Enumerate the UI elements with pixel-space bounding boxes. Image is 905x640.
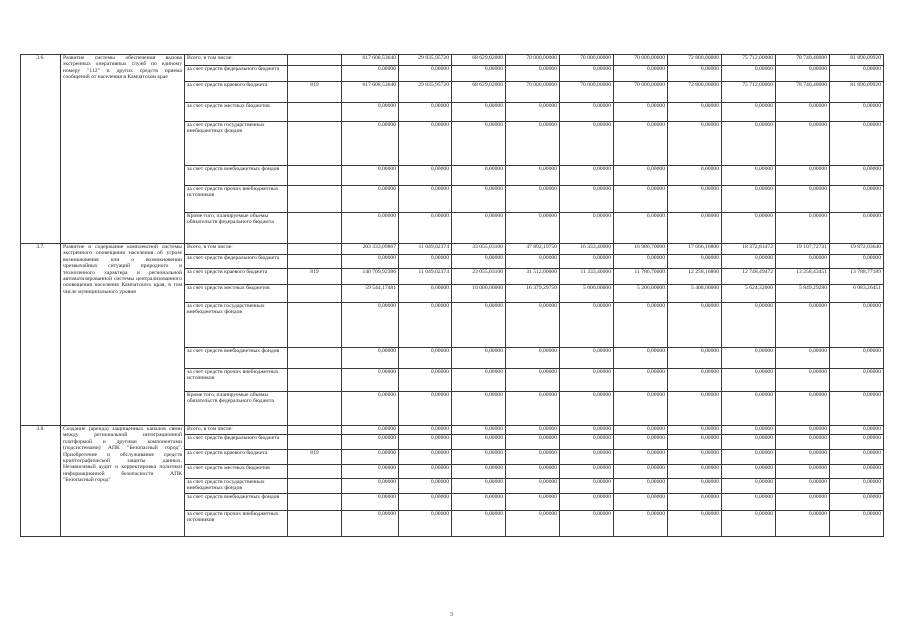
amount-cell: 0,00000 [614,426,668,435]
amount-cell: 0,00000 [614,103,668,122]
amount-cell: 0,00000 [776,166,830,186]
amount-cell: 0,00000 [399,479,452,494]
budget-code: 819 [288,82,342,103]
amount-cell: 0,00000 [399,213,452,244]
amount-cell: 0,00000 [722,479,776,494]
funding-source-label: за счет средств краевого бюджета [185,82,288,103]
row-index: 3.6. [21,55,61,244]
amount-cell: 16 986,70000 [614,244,668,255]
amount-cell: 0,00000 [560,494,614,511]
amount-cell: 0,00000 [776,369,830,392]
budget-code [288,426,342,435]
amount-cell: 0,00000 [399,465,452,479]
amount-cell: 0,00000 [560,426,614,435]
amount-cell: 0,00000 [776,426,830,435]
amount-cell: 70 000,00000 [560,82,614,103]
amount-cell: 78 740,48000 [776,55,830,66]
amount-cell: 0,00000 [452,426,506,435]
amount-cell: 0,00000 [560,186,614,213]
funding-source-label: за счет средств федерального бюджета [185,66,288,82]
amount-cell: 0,00000 [722,122,776,166]
amount-cell: 0,00000 [722,435,776,450]
amount-cell: 0,00000 [668,303,722,348]
amount-cell: 0,00000 [668,465,722,479]
amount-cell: 0,00000 [342,392,399,426]
amount-cell: 0,00000 [614,348,668,369]
amount-cell: 5 000,00000 [560,285,614,303]
amount-cell: 0,00000 [614,213,668,244]
amount-cell: 16 333,40000 [560,244,614,255]
amount-cell: 70 000,00000 [614,55,668,66]
amount-cell: 0,00000 [668,426,722,435]
amount-cell: 0,00000 [506,450,560,465]
amount-cell: 0,00000 [668,66,722,82]
measure-name: Развитие системы обеспечения вызова экстренных оперативных служб по единому номеру "112" и других средств приема сообщений от населения в Камчатском крае [61,55,185,244]
amount-cell: 0,00000 [399,255,452,269]
amount-cell: 13 788,77189 [830,269,884,285]
amount-cell: 0,00000 [342,369,399,392]
amount-cell: 0,00000 [506,348,560,369]
funding-source-label: за счет средств федерального бюджета [185,255,288,269]
amount-cell: 0,00000 [614,166,668,186]
amount-cell: 0,00000 [722,66,776,82]
amount-cell: 0,00000 [668,479,722,494]
amount-cell: 0,00000 [560,166,614,186]
amount-cell: 0,00000 [560,435,614,450]
amount-cell: 203 333,09867 [342,244,399,255]
amount-cell: 0,00000 [506,479,560,494]
budget-code [288,55,342,66]
amount-cell: 0,00000 [506,213,560,244]
amount-cell: 0,00000 [776,450,830,465]
amount-cell: 0,00000 [614,511,668,537]
amount-cell: 0,00000 [776,465,830,479]
amount-cell: 0,00000 [668,450,722,465]
amount-cell: 33 055,03100 [452,244,506,255]
amount-cell: 0,00000 [452,392,506,426]
amount-cell: 18 372,81472 [722,244,776,255]
amount-cell: 0,00000 [668,348,722,369]
amount-cell: 0,00000 [722,166,776,186]
amount-cell: 0,00000 [560,479,614,494]
amount-cell: 0,00000 [722,511,776,537]
amount-cell: 0,00000 [342,348,399,369]
amount-cell: 617 608,53640 [342,55,399,66]
amount-cell: 0,00000 [614,465,668,479]
amount-cell: 0,00000 [399,369,452,392]
amount-cell: 0,00000 [342,511,399,537]
amount-cell: 70 000,00000 [560,55,614,66]
amount-cell: 0,00000 [342,186,399,213]
amount-cell: 0,00000 [776,122,830,166]
amount-cell: 0,00000 [668,213,722,244]
amount-cell: 0,00000 [668,166,722,186]
amount-cell: 31 512,00000 [506,269,560,285]
amount-cell: 0,00000 [668,122,722,166]
amount-cell: 16 379,29750 [506,285,560,303]
amount-cell: 0,00000 [560,66,614,82]
amount-cell: 0,00000 [776,479,830,494]
amount-cell: 0,00000 [614,450,668,465]
amount-cell: 0,00000 [668,511,722,537]
table-row [21,244,884,255]
amount-cell: 0,00000 [722,255,776,269]
amount-cell: 0,00000 [399,166,452,186]
amount-cell: 0,00000 [452,122,506,166]
amount-cell: 12 258,16800 [668,269,722,285]
budget-code: 819 [288,450,342,465]
funding-source-label: Всего, в том числе: [185,244,288,255]
amount-cell: 0,00000 [560,303,614,348]
amount-cell: 29 835,95720 [399,82,452,103]
amount-cell: 0,00000 [342,465,399,479]
budget-code [288,392,342,426]
amount-cell: 0,00000 [560,103,614,122]
funding-source-label: за счет средств краевого бюджета [185,450,288,465]
amount-cell: 0,00000 [830,426,884,435]
amount-cell: 0,00000 [506,435,560,450]
amount-cell: 0,00000 [452,303,506,348]
amount-cell: 0,00000 [560,255,614,269]
amount-cell: 70 000,00000 [506,55,560,66]
budget-code [288,66,342,82]
amount-cell: 0,00000 [399,66,452,82]
amount-cell: 0,00000 [722,303,776,348]
amount-cell: 0,00000 [830,494,884,511]
budget-code [288,255,342,269]
funding-source-label: Кроме того, планируемые объемы обязательств федерального бюджета [185,392,288,426]
amount-cell: 0,00000 [506,103,560,122]
amount-cell: 0,00000 [722,494,776,511]
amount-cell: 0,00000 [342,479,399,494]
amount-cell: 0,00000 [342,494,399,511]
amount-cell: 0,00000 [342,426,399,435]
budget-code [288,213,342,244]
amount-cell: 72 800,00000 [668,82,722,103]
amount-cell: 68 629,02000 [452,82,506,103]
amount-cell: 0,00000 [776,494,830,511]
amount-cell: 11 786,70000 [614,269,668,285]
amount-cell: 10 000,00000 [452,285,506,303]
amount-cell: 0,00000 [614,303,668,348]
amount-cell: 0,00000 [830,166,884,186]
amount-cell: 0,00000 [830,450,884,465]
budget-code [288,348,342,369]
amount-cell: 0,00000 [342,213,399,244]
amount-cell: 0,00000 [722,426,776,435]
amount-cell: 0,00000 [506,303,560,348]
amount-cell: 72 800,00000 [668,55,722,66]
amount-cell: 0,00000 [776,435,830,450]
amount-cell: 0,00000 [776,511,830,537]
budget-table-body [21,55,884,537]
amount-cell: 0,00000 [452,369,506,392]
amount-cell: 0,00000 [506,369,560,392]
amount-cell: 0,00000 [668,255,722,269]
amount-cell: 0,00000 [506,186,560,213]
amount-cell: 70 000,00000 [506,82,560,103]
budget-code [288,435,342,450]
amount-cell: 0,00000 [452,255,506,269]
amount-cell: 5 849,29280 [776,285,830,303]
amount-cell: 0,00000 [399,494,452,511]
amount-cell: 0,00000 [776,186,830,213]
funding-source-label: за счет средств прочих внебюджетных источников [185,186,288,213]
amount-cell: 70 000,00000 [614,82,668,103]
amount-cell: 0,00000 [399,511,452,537]
funding-source-label: за счет средств внебюджетных фондов [185,166,288,186]
budget-code [288,465,342,479]
amount-cell: 12 748,49472 [722,269,776,285]
amount-cell: 0,00000 [560,348,614,369]
amount-cell: 0,00000 [452,511,506,537]
page-number: 3 [450,612,453,618]
budget-code [288,303,342,348]
budget-table-container [20,54,884,537]
amount-cell: 0,00000 [452,465,506,479]
amount-cell: 0,00000 [506,465,560,479]
amount-cell: 0,00000 [452,494,506,511]
amount-cell: 0,00000 [776,348,830,369]
amount-cell: 0,00000 [830,103,884,122]
amount-cell: 0,00000 [668,186,722,213]
amount-cell: 0,00000 [722,186,776,213]
amount-cell: 13 258,43451 [776,269,830,285]
amount-cell: 0,00000 [668,103,722,122]
budget-code [288,244,342,255]
amount-cell: 0,00000 [614,435,668,450]
funding-source-label: Кроме того, планируемые объемы обязательств федерального бюджета [185,213,288,244]
amount-cell: 0,00000 [560,213,614,244]
amount-cell: 47 892,19750 [506,244,560,255]
amount-cell: 59 544,17481 [342,285,399,303]
amount-cell: 0,00000 [506,255,560,269]
amount-cell: 0,00000 [776,303,830,348]
amount-cell: 0,00000 [506,426,560,435]
budget-code [288,369,342,392]
amount-cell: 0,00000 [830,465,884,479]
funding-source-label: за счет средств прочих внебюджетных источников [185,369,288,392]
amount-cell: 0,00000 [399,426,452,435]
amount-cell: 0,00000 [722,103,776,122]
amount-cell: 0,00000 [506,392,560,426]
amount-cell: 81 890,09920 [830,55,884,66]
amount-cell: 0,00000 [776,213,830,244]
budget-code [288,285,342,303]
amount-cell: 0,00000 [614,66,668,82]
amount-cell: 68 629,02000 [452,55,506,66]
amount-cell: 0,00000 [399,122,452,166]
amount-cell: 0,00000 [506,511,560,537]
amount-cell: 19 107,72731 [776,244,830,255]
funding-source-label: за счет средств краевого бюджета [185,269,288,285]
funding-source-label: за счет средств местных бюджетов [185,103,288,122]
amount-cell: 0,00000 [452,66,506,82]
budget-code [288,494,342,511]
funding-source-label: за счет средств государственных внебюджетных фондов [185,122,288,166]
budget-code: 819 [288,269,342,285]
amount-cell: 0,00000 [342,450,399,465]
amount-cell: 0,00000 [452,450,506,465]
amount-cell: 0,00000 [452,213,506,244]
amount-cell: 0,00000 [830,392,884,426]
amount-cell: 0,00000 [399,348,452,369]
amount-cell: 0,00000 [399,450,452,465]
amount-cell: 0,00000 [614,122,668,166]
budget-code [288,479,342,494]
amount-cell: 0,00000 [342,303,399,348]
amount-cell: 0,00000 [830,122,884,166]
amount-cell: 0,00000 [342,255,399,269]
amount-cell: 0,00000 [614,186,668,213]
table-row [21,426,884,435]
amount-cell: 0,00000 [399,186,452,213]
budget-code [288,511,342,537]
amount-cell: 0,00000 [399,285,452,303]
amount-cell: 0,00000 [452,186,506,213]
amount-cell: 23 055,03100 [452,269,506,285]
amount-cell: 6 083,26451 [830,285,884,303]
funding-source-label: Всего, в том числе: [185,55,288,66]
amount-cell: 0,00000 [830,348,884,369]
amount-cell: 0,00000 [830,66,884,82]
amount-cell: 0,00000 [506,66,560,82]
funding-source-label: за счет средств местных бюджетов [185,465,288,479]
amount-cell: 0,00000 [668,392,722,426]
funding-source-label: за счет средств внебюджетных фондов [185,348,288,369]
amount-cell: 81 890,09920 [830,82,884,103]
amount-cell: 0,00000 [614,494,668,511]
amount-cell: 0,00000 [342,103,399,122]
amount-cell: 0,00000 [560,465,614,479]
funding-source-label: за счет средств федерального бюджета [185,435,288,450]
amount-cell: 617 608,53640 [342,82,399,103]
budget-code [288,122,342,166]
amount-cell: 0,00000 [830,213,884,244]
amount-cell: 0,00000 [342,122,399,166]
amount-cell: 0,00000 [452,103,506,122]
amount-cell: 0,00000 [668,494,722,511]
funding-source-label: за счет средств государственных внебюджетных фондов [185,303,288,348]
amount-cell: 0,00000 [452,166,506,186]
amount-cell: 0,00000 [506,166,560,186]
amount-cell: 0,00000 [722,465,776,479]
amount-cell: 5 408,00000 [668,285,722,303]
amount-cell: 0,00000 [399,435,452,450]
amount-cell: 0,00000 [830,255,884,269]
funding-source-label: за счет средств прочих внебюджетных источников [185,511,288,537]
row-index: 3.7. [21,244,61,426]
amount-cell: 0,00000 [830,511,884,537]
amount-cell: 0,00000 [614,479,668,494]
budget-code [288,166,342,186]
row-index: 3.8. [21,426,61,537]
amount-cell: 0,00000 [830,186,884,213]
amount-cell: 0,00000 [830,369,884,392]
amount-cell: 11 049,02374 [399,244,452,255]
amount-cell: 19 872,03640 [830,244,884,255]
amount-cell: 0,00000 [722,450,776,465]
amount-cell: 0,00000 [506,494,560,511]
amount-cell: 75 712,00000 [722,55,776,66]
amount-cell: 0,00000 [560,511,614,537]
funding-source-label: за счет средств внебюджетных фондов [185,494,288,511]
amount-cell: 0,00000 [560,392,614,426]
amount-cell: 0,00000 [560,369,614,392]
amount-cell: 5 200,00000 [614,285,668,303]
funding-source-label: за счет средств государственных внебюджетных фондов [185,479,288,494]
amount-cell: 0,00000 [399,392,452,426]
budget-code [288,186,342,213]
amount-cell: 0,00000 [668,435,722,450]
amount-cell: 29 835,95720 [399,55,452,66]
measure-name: Создание (аренда) защищенных каналов связи между региональной интеграционной платформой и другими компонентами (подсистемами) АПК "Безопасный город". Приобретение и обслуживание средств криптографической защиты данных. Независимый аудит и корректировка политики информационной безопасности АПК "Безопасный город" [61,426,185,537]
amount-cell: 0,00000 [342,66,399,82]
amount-cell: 0,00000 [776,66,830,82]
amount-cell: 0,00000 [614,369,668,392]
amount-cell: 11 333,40000 [560,269,614,285]
funding-source-label: за счет средств местных бюджетов [185,285,288,303]
amount-cell: 0,00000 [452,479,506,494]
amount-cell: 0,00000 [722,213,776,244]
amount-cell: 0,00000 [506,122,560,166]
amount-cell: 75 712,00000 [722,82,776,103]
amount-cell: 0,00000 [342,166,399,186]
table-row [21,55,884,66]
amount-cell: 0,00000 [668,369,722,392]
amount-cell: 17 666,16800 [668,244,722,255]
amount-cell: 0,00000 [614,392,668,426]
amount-cell: 0,00000 [560,450,614,465]
amount-cell: 0,00000 [830,479,884,494]
amount-cell: 5 624,32000 [722,285,776,303]
budget-code [288,103,342,122]
amount-cell: 0,00000 [776,255,830,269]
measure-name: Развитие и содержание комплексной системы экстренного оповещения населения об угрозе возникновения или о возникновении чрезвычайных ситуаций природного и техногенного характера и региональной автоматизированной системы централизованного оповещения населения Камчатского края, в том числе муниципального уровня [61,244,185,426]
budget-table [20,54,884,537]
amount-cell: 140 709,92386 [342,269,399,285]
amount-cell: 0,00000 [399,303,452,348]
funding-source-label: Всего, в том числе: [185,426,288,435]
amount-cell: 0,00000 [722,369,776,392]
amount-cell: 78 740,48000 [776,82,830,103]
amount-cell: 0,00000 [560,122,614,166]
amount-cell: 11 049,02374 [399,269,452,285]
amount-cell: 0,00000 [452,435,506,450]
amount-cell: 0,00000 [830,435,884,450]
amount-cell: 0,00000 [830,303,884,348]
amount-cell: 0,00000 [722,392,776,426]
amount-cell: 0,00000 [342,435,399,450]
amount-cell: 0,00000 [776,392,830,426]
amount-cell: 0,00000 [722,348,776,369]
amount-cell: 0,00000 [399,103,452,122]
amount-cell: 0,00000 [452,348,506,369]
amount-cell: 0,00000 [776,103,830,122]
amount-cell: 0,00000 [614,255,668,269]
